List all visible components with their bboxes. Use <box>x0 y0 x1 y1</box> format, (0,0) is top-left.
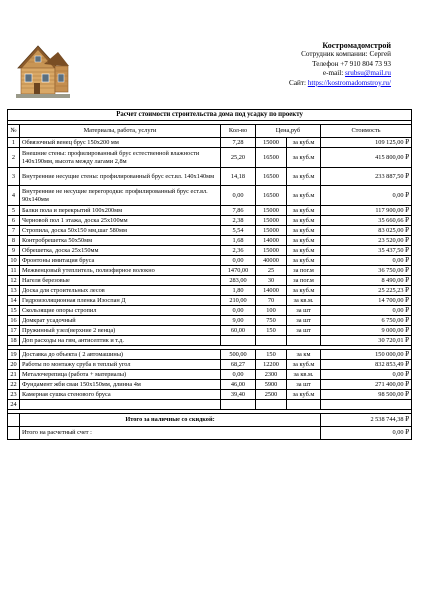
row-unit <box>287 400 321 410</box>
row-number: 4 <box>8 186 20 206</box>
row-cost: 233 887,50 ₽ <box>321 168 412 186</box>
row-unit: за куб.м <box>287 168 321 186</box>
site-label: Сайт: <box>289 78 307 87</box>
row-material: Доставка до объекта ( 2 автомашины) <box>20 350 221 360</box>
row-qty: 25,20 <box>221 148 256 168</box>
row-price: 750 <box>256 316 287 326</box>
row-qty: 7,86 <box>221 206 256 216</box>
row-qty: 0,00 <box>221 256 256 266</box>
table-row <box>8 360 412 370</box>
row-cost: 117 900,00 ₽ <box>321 206 412 216</box>
row-price: 16500 <box>256 186 287 206</box>
row-material: Пружинный узел(верхние 2 венца) <box>20 326 221 336</box>
table-row <box>8 266 412 276</box>
row-price: 16500 <box>256 168 287 186</box>
row-cost: 0,00 ₽ <box>321 186 412 206</box>
row-unit: за пог.м <box>287 266 321 276</box>
total-account-row-value: 0,00 ₽ <box>321 427 412 440</box>
row-price: 150 <box>256 326 287 336</box>
row-cost: 0,00 ₽ <box>321 370 412 380</box>
row-number: 10 <box>8 256 20 266</box>
row-number: 19 <box>8 350 20 360</box>
row-cost: 36 750,00 ₽ <box>321 266 412 276</box>
row-price: 2300 <box>256 370 287 380</box>
row-price <box>256 400 287 410</box>
table-row <box>8 256 412 266</box>
table-title: Расчет стоимости строительства дома под усадку по проекту <box>8 110 412 121</box>
row-qty: 7,28 <box>221 138 256 148</box>
table-row <box>8 168 412 186</box>
row-qty: 283,00 <box>221 276 256 286</box>
row-qty <box>221 400 256 410</box>
row-price: 5900 <box>256 380 287 390</box>
row-unit: за шт <box>287 326 321 336</box>
row-price: 14000 <box>256 236 287 246</box>
row-qty: 2,36 <box>221 246 256 256</box>
row-price: 15000 <box>256 206 287 216</box>
row-unit: за куб.м <box>287 246 321 256</box>
table-row <box>8 306 412 316</box>
row-cost: 35 437,50 ₽ <box>321 246 412 256</box>
company-name: Костромадомстрой <box>322 41 391 50</box>
company-email-line <box>289 69 391 78</box>
table-row <box>8 296 412 306</box>
row-unit: за шт <box>287 316 321 326</box>
row-qty: 1470,00 <box>221 266 256 276</box>
row-material: Доска для строительных лесов <box>20 286 221 296</box>
row-unit: за куб.м <box>287 256 321 266</box>
row-price: 70 <box>256 296 287 306</box>
total-account-row <box>8 427 412 440</box>
table-row <box>8 138 412 148</box>
total-cash-row <box>8 414 412 427</box>
company-site-line <box>289 79 391 88</box>
total-cash-row-label: Итого за наличные со скидкой: <box>20 414 321 427</box>
row-unit: за пог.м <box>287 276 321 286</box>
table-row <box>8 206 412 216</box>
row-material: Фронтоны имитация бруса <box>20 256 221 266</box>
row-number: 5 <box>8 206 20 216</box>
row-cost: 109 125,00 ₽ <box>321 138 412 148</box>
row-unit: за кв.м. <box>287 296 321 306</box>
row-material: Внутренние несущие стены: профилированный брус ест.вл. 140х140мм <box>20 168 221 186</box>
row-unit: за куб.м <box>287 186 321 206</box>
site-link[interactable]: https://kostromadomstroy.ru/ <box>307 78 391 87</box>
row-number: 8 <box>8 236 20 246</box>
row-qty: 5,54 <box>221 226 256 236</box>
row-material: Контробрешетка 50х50мм <box>20 236 221 246</box>
table-header-row <box>8 125 412 138</box>
row-number: 3 <box>8 168 20 186</box>
row-cost: 832 853,49 ₽ <box>321 360 412 370</box>
row-unit: за куб.м <box>287 286 321 296</box>
header-num: № <box>8 125 20 138</box>
row-number: 17 <box>8 326 20 336</box>
table-row <box>8 286 412 296</box>
row-number: 13 <box>8 286 20 296</box>
row-qty: 14,18 <box>221 168 256 186</box>
table-row <box>8 246 412 256</box>
row-material <box>20 400 221 410</box>
row-price: 25 <box>256 266 287 276</box>
row-price: 30 <box>256 276 287 286</box>
row-material: Внутренние не несущие перегородки: профилированный брус ест.вл. 90х140мм <box>20 186 221 206</box>
row-number: 18 <box>8 336 20 346</box>
table-row <box>8 216 412 226</box>
row-price: 12200 <box>256 360 287 370</box>
row-material: Обвязочный венец брус 150х200 мм <box>20 138 221 148</box>
row-cost: 415 800,00 ₽ <box>321 148 412 168</box>
table-row <box>8 226 412 236</box>
row-material: Стропила, доска 50х150 мм,шаг 580мм <box>20 226 221 236</box>
row-unit: за куб.м <box>287 390 321 400</box>
row-material: Межвенцовый утеплитель, полиэфирное волокно <box>20 266 221 276</box>
row-number: 9 <box>8 246 20 256</box>
row-cost <box>321 400 412 410</box>
table-row <box>8 350 412 360</box>
row-unit <box>287 336 321 346</box>
row-material: Внешние стены: профилированный брус естественной влажности 140х190мм, высота между лагами 2,8м <box>20 148 221 168</box>
row-unit: за шт <box>287 306 321 316</box>
row-number: 21 <box>8 370 20 380</box>
row-material: Балки пола и перекрытий 100х200мм <box>20 206 221 216</box>
row-cost: 14 700,00 ₽ <box>321 296 412 306</box>
row-material: Черновой пол 1 этажа, доска 25х100мм <box>20 216 221 226</box>
company-phone: Телефон +7 910 804 73 93 <box>312 59 391 68</box>
total-cash-row-value: 2 538 744,38 ₽ <box>321 414 412 427</box>
row-cost: 0,00 ₽ <box>321 256 412 266</box>
row-cost: 23 520,00 ₽ <box>321 236 412 246</box>
row-price: 15000 <box>256 138 287 148</box>
row-price <box>256 336 287 346</box>
row-cost: 150 000,00 ₽ <box>321 350 412 360</box>
email-label: e-mail: <box>322 69 344 78</box>
row-cost: 6 750,00 ₽ <box>321 316 412 326</box>
row-number: 15 <box>8 306 20 316</box>
row-cost: 9 000,00 ₽ <box>321 326 412 336</box>
table-title-row <box>8 110 412 121</box>
row-cost: 271 400,00 ₽ <box>321 380 412 390</box>
total-account-row-label: Итого на расчетный счет : <box>20 427 321 440</box>
row-cost: 98 500,00 ₽ <box>321 390 412 400</box>
row-qty: 68,27 <box>221 360 256 370</box>
table-row <box>8 326 412 336</box>
row-unit: за куб.м <box>287 236 321 246</box>
row-unit: за куб.м <box>287 148 321 168</box>
row-number: 1 <box>8 138 20 148</box>
row-unit: за куб.м <box>287 226 321 236</box>
row-number: 12 <box>8 276 20 286</box>
row-price: 16500 <box>256 148 287 168</box>
table-row <box>8 316 412 326</box>
row-number: 7 <box>8 226 20 236</box>
row-qty: 1,68 <box>221 236 256 246</box>
company-employee: Сотрудник компании: Сергей <box>301 50 391 59</box>
row-qty: 60,00 <box>221 326 256 336</box>
row-material: Камерная сушка стенового бруса <box>20 390 221 400</box>
house-logo <box>14 38 70 102</box>
row-number: 22 <box>8 380 20 390</box>
row-material: Доп расходы на гвм, антисептик и т.д. <box>20 336 221 346</box>
row-number: 20 <box>8 360 20 370</box>
row-number: 24 <box>8 400 20 410</box>
row-material: Обрешетка, доска 25х150мм <box>20 246 221 256</box>
table-row <box>8 186 412 206</box>
row-unit: за шт <box>287 380 321 390</box>
row-qty: 39,40 <box>221 390 256 400</box>
table-row <box>8 276 412 286</box>
row-number: 16 <box>8 316 20 326</box>
row-cost: 8 490,00 ₽ <box>321 276 412 286</box>
row-material: Металочерепица (работа + материалы) <box>20 370 221 380</box>
row-price: 15000 <box>256 226 287 236</box>
row-unit: за куб.м <box>287 138 321 148</box>
company-info <box>289 41 391 88</box>
row-material: Скользящие опоры стропил <box>20 306 221 316</box>
row-qty: 46,00 <box>221 380 256 390</box>
row-unit: за куб.м <box>287 216 321 226</box>
table-row <box>8 148 412 168</box>
row-material: Нагеля березовые <box>20 276 221 286</box>
email-link[interactable]: srubsu@mail.ru <box>345 69 391 78</box>
table-row <box>8 400 412 410</box>
row-qty: 500,00 <box>221 350 256 360</box>
row-number: 6 <box>8 216 20 226</box>
row-number: 14 <box>8 296 20 306</box>
row-unit: за км <box>287 350 321 360</box>
row-price: 14000 <box>256 286 287 296</box>
row-cost: 30 720,01 ₽ <box>321 336 412 346</box>
row-qty: 210,00 <box>221 296 256 306</box>
row-cost: 0,00 ₽ <box>321 306 412 316</box>
row-qty: 0,00 <box>221 306 256 316</box>
row-number: 23 <box>8 390 20 400</box>
row-unit: за куб.м <box>287 360 321 370</box>
table-row <box>8 236 412 246</box>
row-price: 2500 <box>256 390 287 400</box>
table-row <box>8 390 412 400</box>
header-material: Материалы, работа, услуги <box>20 125 221 138</box>
row-qty: 9,00 <box>221 316 256 326</box>
row-qty: 0,00 <box>221 186 256 206</box>
row-price: 15000 <box>256 216 287 226</box>
row-number: 2 <box>8 148 20 168</box>
row-qty: 2,38 <box>221 216 256 226</box>
row-unit: за куб.м <box>287 206 321 216</box>
header-price: Цена,руб <box>256 125 321 138</box>
row-unit: за кв.м. <box>287 370 321 380</box>
row-qty: 0,00 <box>221 370 256 380</box>
row-cost: 25 225,23 ₽ <box>321 286 412 296</box>
table-row <box>8 370 412 380</box>
estimate-table <box>7 109 412 440</box>
row-number: 11 <box>8 266 20 276</box>
row-material: Гидроизоляционная пленка Изоспан Д <box>20 296 221 306</box>
header-qty: Кол-во <box>221 125 256 138</box>
row-qty <box>221 336 256 346</box>
table-row <box>8 380 412 390</box>
row-price: 150 <box>256 350 287 360</box>
row-material: Домкрат усадочный <box>20 316 221 326</box>
row-material: Работы по монтажу сруба в теплый угол <box>20 360 221 370</box>
row-price: 40000 <box>256 256 287 266</box>
row-cost: 83 025,00 ₽ <box>321 226 412 236</box>
row-price: 15000 <box>256 246 287 256</box>
table-row <box>8 336 412 346</box>
row-qty: 1,80 <box>221 286 256 296</box>
row-price: 100 <box>256 306 287 316</box>
row-material: Фундамент жби сваи 150х150мм, длинна 4м <box>20 380 221 390</box>
header-cost: Стоимость <box>321 125 412 138</box>
row-cost: 35 660,66 ₽ <box>321 216 412 226</box>
